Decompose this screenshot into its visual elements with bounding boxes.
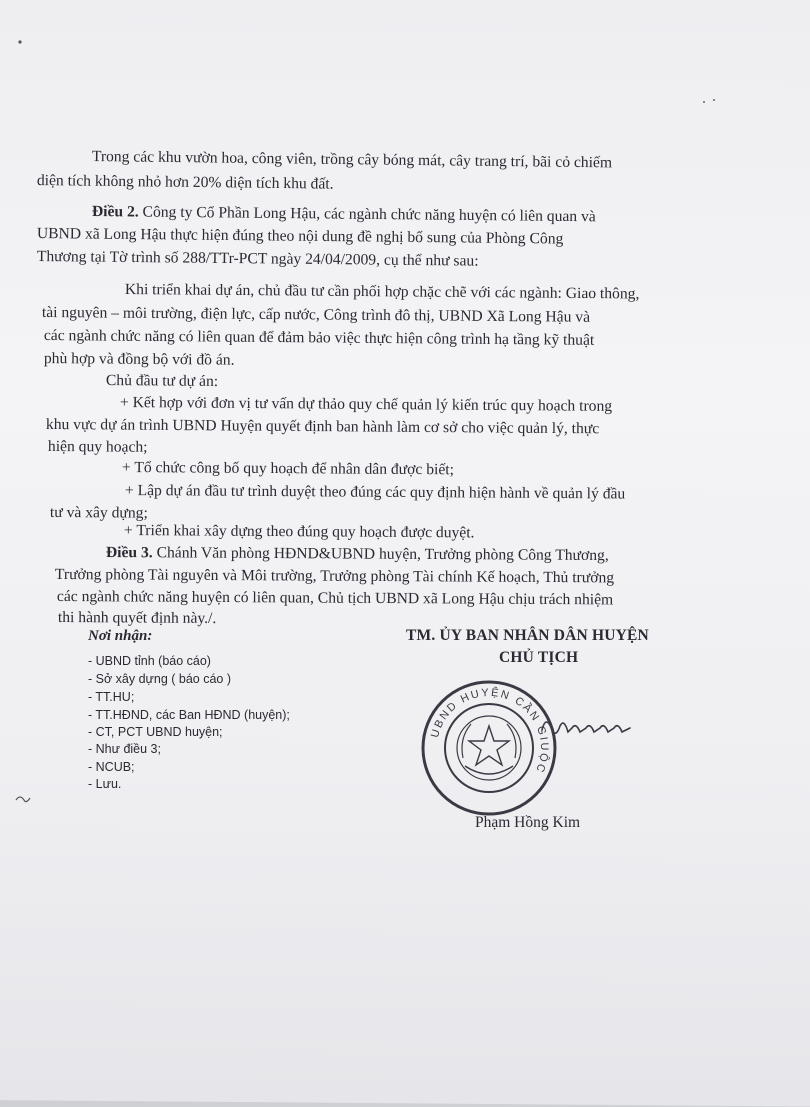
recipient-item: - Sở xây dựng ( báo cáo ) [88, 672, 232, 686]
recipient-item: - CT, PCT UBND huyện; [88, 725, 223, 739]
paragraph-line: UBND xã Long Hậu thực hiện đúng theo nội dung đề nghị bổ sung của Phòng Công [36, 225, 564, 248]
bullet-line: tư và xây dựng; [49, 504, 148, 522]
recipient-item: - UBND tỉnh (báo cáo) [88, 654, 211, 668]
article-3 [106, 544, 609, 565]
bullet-line: khu vực dự án trình UBND Huyện quyết định ban hành làm cơ sở cho việc quản lý, thực [45, 416, 600, 438]
article-2 [92, 203, 596, 226]
paragraph-line: phù hợp và đồng bộ với đồ án. [43, 350, 235, 369]
stray-ink-dot [16, 38, 24, 46]
paragraph-line: Chủ đầu tư dự án: [105, 372, 219, 390]
paragraph-line: Trong các khu vườn hoa, công viên, trồng cây bóng mát, cây trang trí, bãi cỏ chiếm [91, 148, 613, 172]
handwritten-signature [538, 708, 638, 748]
recipient-item: - TT.HU; [88, 690, 135, 704]
paragraph-line: các ngành chức năng có liên quan để đảm bảo việc thực hiện công trình hạ tầng kỹ thuật [43, 327, 595, 349]
signer-name: Phạm Hồng Kim [475, 814, 581, 831]
recipient-item: - Như điều 3; [88, 742, 161, 756]
bullet-line: + Tổ chức công bố quy hoạch để nhân dân được biết; [121, 459, 455, 479]
stray-ink-dots [700, 96, 720, 108]
signature-org: TM. ỦY BAN NHÂN DÂN HUYỆN [406, 627, 649, 644]
recipient-item: - TT.HĐND, các Ban HĐND (huyện); [88, 708, 290, 722]
bullet-line: hiện quy hoạch; [47, 438, 148, 456]
emblem-icon [457, 716, 521, 780]
bullet-line: + Triển khai xây dựng theo đúng quy hoạch được duyệt. [123, 522, 475, 542]
bullet-line: + Kết hợp với đơn vị tư vấn dự thảo quy chế quản lý kiến trúc quy hoạch trong [119, 394, 613, 415]
paragraph-line: Khi triển khai dự án, chủ đầu tư cần phối hợp chặc chẽ với các ngành: Giao thông, [124, 281, 640, 303]
seal-text: UBND HUYỆN CẦN GIUỘC [429, 686, 551, 776]
article-3-label: Điều 3. [105, 544, 153, 562]
signature-title: CHỦ TỊCH [499, 649, 579, 666]
paragraph-line: Trưởng phòng Tài nguyên và Môi trường, Trưởng phòng Tài chính Kế hoạch, Thủ trưởng [54, 566, 615, 587]
paragraph-line: thi hành quyết định này./. [57, 609, 217, 627]
recipient-item: - Lưu. [88, 777, 122, 791]
recipient-item: - NCUB; [88, 760, 135, 774]
paragraph-line: diện tích không nhỏ hơn 20% diện tích khu đất. [36, 172, 334, 193]
stray-ink-mark [14, 792, 36, 806]
article-2-text: Công ty Cổ Phần Long Hậu, các ngành chức năng huyện có liên quan và [142, 203, 596, 226]
bullet-line: + Lập dự án đầu tư trình duyệt theo đúng các quy định hiện hành về quản lý đầu [124, 482, 626, 503]
paragraph-line: các ngành chức năng huyện có liên quan, Chủ tịch UBND xã Long Hậu chịu trách nhiệm [56, 588, 614, 609]
paragraph-line: Thương tại Tờ trình số 288/TTr-PCT ngày 24/04/2009, cụ thể như sau: [36, 248, 479, 270]
recipients-heading: Nơi nhận: [88, 628, 153, 644]
article-2-label: Điều 2. [91, 203, 139, 221]
paragraph-line: tài nguyên – môi trường, điện lực, cấp nước, Công trình đô thị, UBND Xã Long Hậu và [41, 304, 591, 326]
official-seal [419, 678, 559, 818]
article-3-text: Chánh Văn phòng HĐND&UBND huyện, Trưởng phòng Công Thương, [156, 544, 609, 565]
